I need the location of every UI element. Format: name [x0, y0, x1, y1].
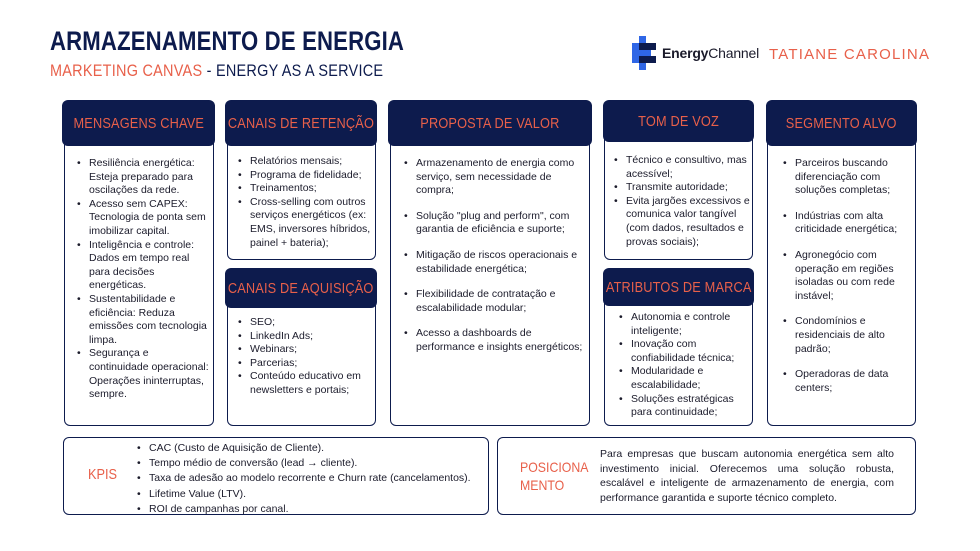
list-item: • Programa de fidelidade;: [237, 169, 374, 183]
list-item: • Autonomia e controle inteligente;: [618, 311, 751, 338]
retencao-header: CANAIS DE RETENÇÃO: [225, 100, 377, 146]
list-item: • CAC (Custo de Aquisição de Cliente).: [136, 441, 486, 456]
proposta-list: [403, 157, 586, 367]
list-item: • Parcerias;: [237, 357, 374, 371]
list-item: • Flexibilidade de contratação e escalabilidade modular;: [403, 288, 586, 315]
list-item: • Sustentabilidade e eficiência: Reduza emissões com tecnologia limpa.: [76, 293, 210, 347]
retencao-list: [237, 155, 374, 250]
list-item: • Conteúdo educativo em newsletters e portais;: [237, 370, 374, 397]
kpis-title: KPIS: [88, 466, 118, 483]
list-item: • Acesso a dashboards de performance e insights energéticos;: [403, 327, 586, 354]
proposta-header: PROPOSTA DE VALOR: [388, 100, 592, 146]
list-item: • Relatórios mensais;: [237, 155, 374, 169]
list-item: • Inteligência e controle: Dados em tempo real para decisões energéticas.: [76, 239, 210, 293]
list-item: • Indústrias com alta criticidade energética;: [782, 210, 914, 237]
list-item: • Tempo médio de conversão (lead → cliente).: [136, 456, 486, 471]
list-item: • Técnico e consultivo, mas acessível;: [613, 154, 751, 181]
energy-channel-icon: [632, 36, 656, 70]
list-item: • Operadoras de data centers;: [782, 368, 914, 395]
list-item: • LinkedIn Ads;: [237, 330, 374, 344]
list-item: • Condomínios e residenciais de alto padrão;: [782, 315, 914, 356]
list-item: • Modularidade e escalabilidade;: [618, 365, 751, 392]
tatiane-carolina-logo: TATIANE CAROLINA: [769, 46, 931, 63]
list-item: • Mitigação de riscos operacionais e estabilidade energética;: [403, 249, 586, 276]
segmento-list: [782, 157, 914, 407]
list-item: • Inovação com confiabilidade técnica;: [618, 338, 751, 365]
subtitle-accent: MARKETING CANVAS: [50, 61, 203, 80]
list-item: • Lifetime Value (LTV).: [136, 487, 486, 502]
list-item: • Taxa de adesão ao modelo recorrente e Churn rate (cancelamentos).: [136, 471, 486, 486]
mensagens-header: MENSAGENS CHAVE: [62, 100, 215, 146]
aquisicao-header: CANAIS DE AQUISIÇÃO: [225, 268, 377, 308]
subtitle-rest: - ENERGY AS A SERVICE: [202, 61, 384, 80]
list-item: • Acesso sem CAPEX: Tecnologia de ponta sem imobilizar capital.: [76, 198, 210, 239]
list-item: • Evita jargões excessivos e comunica valor tangível (com dados, resultados e provas sociais);: [613, 195, 751, 249]
page-subtitle: [50, 61, 383, 81]
list-item: • Cross-selling com outros serviços energéticos (ex: EMS, inversores híbridos, painel + bateria);: [237, 196, 374, 250]
aquisicao-list: [237, 316, 374, 398]
energy-channel-wordmark: EnergyChannel: [662, 45, 760, 61]
list-item: • Agronegócio com operação em regiões isoladas ou com rede instável;: [782, 249, 914, 303]
list-item: • Parceiros buscando diferenciação com soluções completas;: [782, 157, 914, 198]
list-item: • Treinamentos;: [237, 182, 374, 196]
tom-header: TOM DE VOZ: [603, 100, 754, 142]
segmento-header: SEGMENTO ALVO: [766, 100, 917, 146]
kpis-list: [136, 441, 486, 517]
posicionamento-title: POSICIONA MENTO: [520, 459, 589, 493]
energy-channel-logo: [632, 36, 759, 70]
tom-list: [613, 154, 751, 249]
list-item: • Resiliência energética: Esteja preparado para oscilações da rede.: [76, 157, 210, 198]
list-item: • Webinars;: [237, 343, 374, 357]
list-item: • Armazenamento de energia como serviço, sem necessidade de compra;: [403, 157, 586, 198]
atributos-header: ATRIBUTOS DE MARCA: [603, 268, 754, 306]
page-title: ARMAZENAMENTO DE ENERGIA: [50, 26, 405, 56]
atributos-list: [618, 311, 751, 420]
mensagens-list: [76, 157, 210, 402]
posicionamento-text: Para empresas que buscam autonomia energética sem alto investimento inicial. Oferecemos uma solução robusta, escalável e inteligente de armazenamento de energia, com performance garantida e suporte técnico completo.: [600, 448, 894, 504]
list-item: • Segurança e continuidade operacional: Operações ininterruptas, sempre.: [76, 347, 210, 401]
list-item: • SEO;: [237, 316, 374, 330]
list-item: • Soluções estratégicas para continuidade;: [618, 393, 751, 420]
list-item: • Solução "plug and perform", com garantia de eficiência e suporte;: [403, 210, 586, 237]
list-item: • Transmite autoridade;: [613, 181, 751, 195]
list-item: • ROI de campanhas por canal.: [136, 502, 486, 517]
